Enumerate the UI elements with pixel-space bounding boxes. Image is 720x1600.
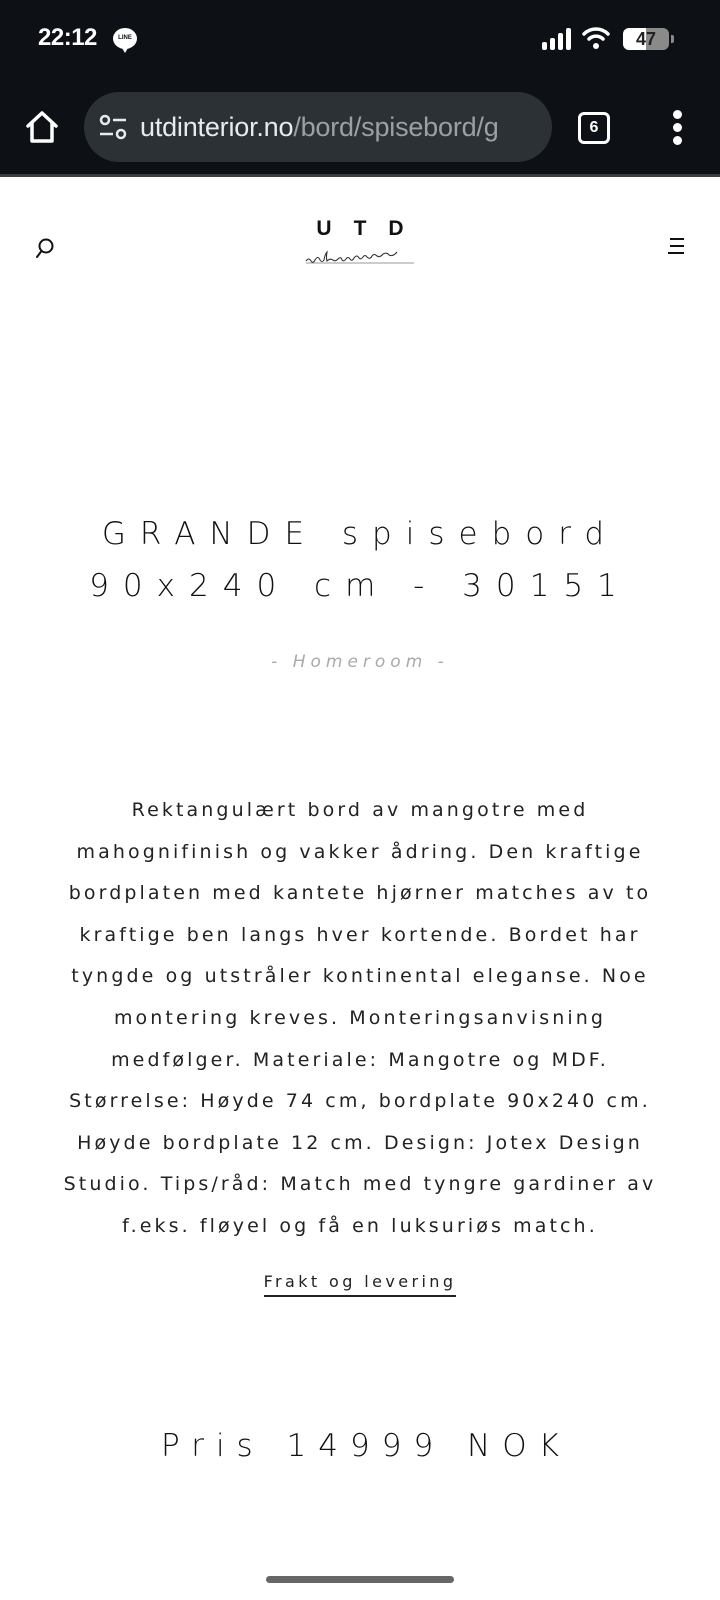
battery-icon (623, 28, 669, 50)
description-line: montering kreves. Monteringsanvisning (113, 1006, 607, 1029)
search-icon[interactable] (34, 237, 56, 261)
battery-level: 47 (635, 29, 657, 49)
product-brand: - Homeroom - (271, 652, 449, 672)
shipping-delivery-link[interactable]: Frakt og levering (264, 1272, 457, 1297)
description-line: kraftige ben langs hver kortende. Bordet har (79, 923, 641, 946)
url-path: /bord/spisebord/g (293, 112, 499, 142)
more-vert-icon[interactable] (666, 108, 690, 148)
wifi-icon (582, 26, 610, 50)
description-line: mahognifinish og vakker ådring. Den kraftige (76, 840, 644, 863)
tab-switcher-button[interactable]: 6 (578, 112, 610, 144)
browser-toolbar (0, 80, 720, 176)
product-title (40, 508, 680, 612)
site-settings-icon[interactable] (98, 113, 128, 141)
line-app-icon: LINE (113, 28, 137, 49)
site-logo[interactable] (290, 217, 430, 273)
logo-script-interior (304, 247, 416, 269)
home-indicator[interactable] (266, 1576, 454, 1583)
description-line: bordplaten med kantete hjørner matches av to (68, 882, 652, 905)
description-line: Studio. Tips/råd: Match med tyngre gardiner av (63, 1173, 657, 1196)
url-text[interactable] (140, 92, 499, 162)
description-line: tyngde og utstråler kontinental eleganse. Noe (71, 965, 649, 988)
description-line: Størrelse: Høyde 74 cm, bordplate 90x240 cm. (69, 1090, 651, 1113)
status-bar (0, 0, 720, 80)
product-title-line-2: 90x240 cm - 30151 (89, 568, 631, 604)
battery-tip (671, 35, 674, 43)
product-price: Pris 14999 NOK (161, 1428, 571, 1464)
description-line: Rektangulært bord av mangotre med (131, 799, 589, 821)
signal-icon (542, 28, 574, 50)
product-description (30, 790, 690, 1248)
home-icon[interactable] (22, 107, 62, 147)
description-line: Høyde bordplate 12 cm. Design: Jotex Design (77, 1131, 643, 1154)
product-title-line-1: GRANDE spisebord (101, 516, 619, 552)
shipping-link-container (0, 1272, 720, 1297)
site-header (0, 177, 720, 297)
hamburger-menu-icon[interactable] (664, 236, 684, 256)
logo-letters: UTD (316, 217, 426, 240)
status-time: 22:12 (38, 24, 97, 51)
description-line: medfølger. Materiale: Mangotre og MDF. (111, 1048, 609, 1071)
url-domain: utdinterior.no (140, 112, 294, 142)
description-line: f.eks. fløyel og få en luksuriøs match. (122, 1214, 598, 1237)
address-bar[interactable] (84, 92, 552, 162)
